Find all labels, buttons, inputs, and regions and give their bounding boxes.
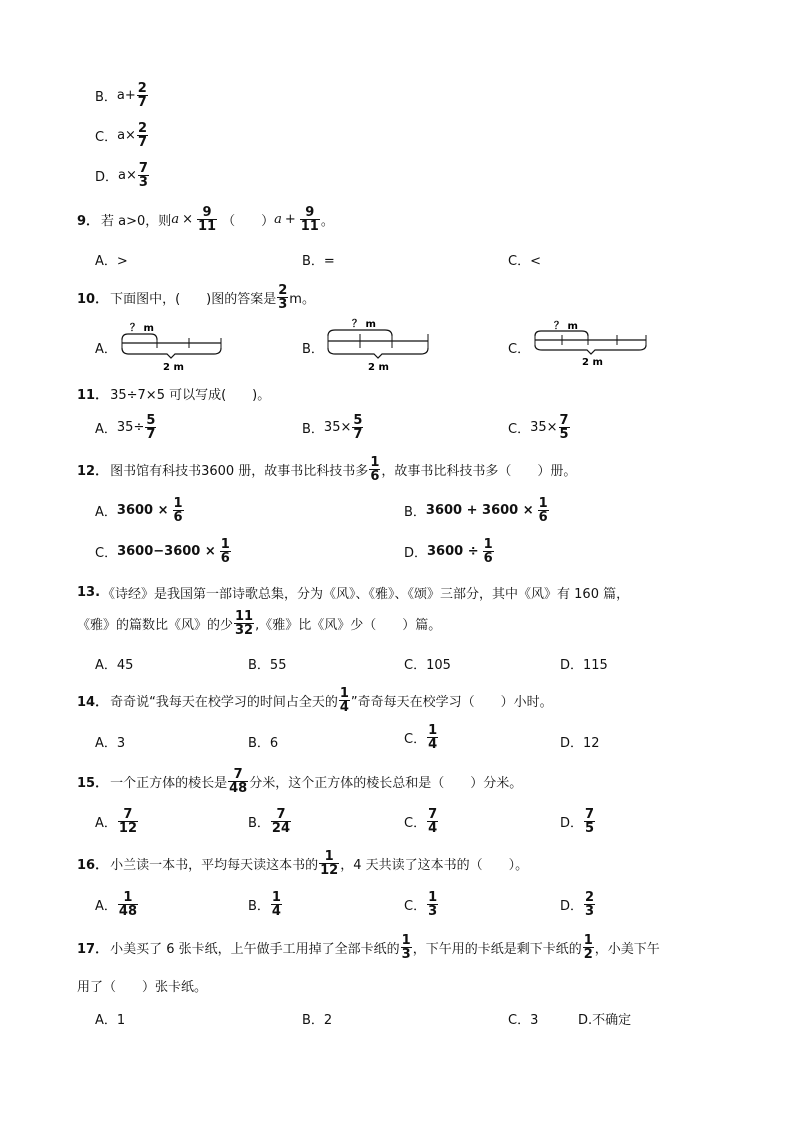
q17-option-b[interactable]: B．2 bbox=[302, 1013, 333, 1028]
fraction: $\frac{1}{6}$ bbox=[220, 537, 230, 566]
fraction: $\frac{1}{6}$ bbox=[173, 496, 183, 525]
q11-option-c[interactable]: C． 35× $\frac{7}{5}$ bbox=[508, 413, 569, 442]
fraction: $\frac{7}{5}$ bbox=[585, 807, 595, 836]
q14-option-c[interactable]: C． $\frac{1}{4}$ bbox=[404, 723, 438, 752]
fraction: $\frac{1}{4}$ bbox=[271, 890, 281, 919]
fraction: $\frac{9}{11}$ bbox=[300, 205, 319, 234]
q9-option-b[interactable]: B．= bbox=[302, 254, 335, 269]
fraction: $\frac{2}{7}$ bbox=[137, 121, 147, 150]
fraction: $\frac{7}{48}$ bbox=[229, 767, 248, 796]
q14-option-d[interactable]: D．12 bbox=[560, 736, 600, 751]
fraction: $\frac{11}{32}$ bbox=[235, 609, 254, 638]
total-length-label: 2 m bbox=[368, 362, 389, 373]
fraction: $\frac{7}{3}$ bbox=[138, 161, 148, 190]
question-11: 11． 35÷7×5 可以写成( )。 bbox=[77, 388, 271, 403]
q8-option-c[interactable]: C． a× $\frac{2}{7}$ bbox=[95, 121, 147, 150]
q9-option-c[interactable]: C．< bbox=[508, 254, 541, 269]
q10-option-c[interactable]: C． bbox=[508, 342, 531, 357]
q12-option-b[interactable]: B． 3600 + 3600 × $\frac{1}{6}$ bbox=[404, 496, 548, 525]
q14-option-b[interactable]: B．6 bbox=[248, 736, 279, 751]
q12-option-c[interactable]: C． 3600−3600 × $\frac{1}{6}$ bbox=[95, 537, 230, 566]
q16-option-a[interactable]: A． $\frac{1}{48}$ bbox=[95, 890, 137, 919]
q15-option-b[interactable]: B． $\frac{7}{24}$ bbox=[248, 807, 291, 836]
fraction: $\frac{1}{6}$ bbox=[483, 537, 493, 566]
fraction: $\frac{7}{5}$ bbox=[559, 413, 569, 442]
fraction: $\frac{1}{2}$ bbox=[583, 933, 593, 962]
fraction: $\frac{1}{12}$ bbox=[320, 849, 339, 878]
fraction: $\frac{1}{3}$ bbox=[428, 890, 438, 919]
q16-option-b[interactable]: B． $\frac{1}{4}$ bbox=[248, 890, 281, 919]
q12-option-d[interactable]: D． 3600 ÷ $\frac{1}{6}$ bbox=[404, 537, 493, 566]
fraction: $\frac{1}{4}$ bbox=[339, 686, 349, 715]
q9-option-a[interactable]: A．> bbox=[95, 254, 128, 269]
total-length-label: 2 m bbox=[582, 357, 603, 368]
question-13-line-1: 13. 《诗经》是我国第一部诗歌总集，分为《风》、《雅》、《颂》三部分，其中《风》有 160 篇， bbox=[77, 585, 630, 602]
question-9: 9． 若 a>0，则 a × $\frac{9}{11}$ （ ） a + $\frac{9}{11}$ 。 bbox=[77, 205, 334, 234]
unknown-length-label: ？ m bbox=[554, 321, 578, 332]
fraction: $\frac{5}{7}$ bbox=[353, 413, 363, 442]
question-15: 15． 一个正方体的棱长是 $\frac{7}{48}$ 分米，这个正方体的棱长总和是（ ）分米。 bbox=[77, 767, 523, 796]
fraction: $\frac{2}{3}$ bbox=[585, 890, 595, 919]
q13-option-a[interactable]: A．45 bbox=[95, 658, 134, 673]
q15-option-a[interactable]: A． $\frac{7}{12}$ bbox=[95, 807, 137, 836]
fraction: $\frac{1}{4}$ bbox=[428, 723, 438, 752]
q13-option-c[interactable]: C．105 bbox=[404, 658, 451, 673]
fraction: $\frac{7}{12}$ bbox=[118, 807, 137, 836]
fraction: $\frac{5}{7}$ bbox=[146, 413, 156, 442]
segment-diagram-b bbox=[320, 315, 435, 373]
segment-diagram-a bbox=[115, 318, 230, 370]
question-16: 16． 小兰读一本书，平均每天读这本书的 $\frac{1}{12}$ ，4 天共读了这本书的（ ）。 bbox=[77, 849, 529, 878]
question-12: 12． 图书馆有科技书3600 册，故事书比科技书多 $\frac{1}{6}$ ，故事书比科技书多（ ）册。 bbox=[77, 455, 577, 484]
fraction: $\frac{2}{3}$ bbox=[278, 283, 288, 312]
question-10: 10． 下面图中，( )图的答案是 $\frac{2}{3}$ m。 bbox=[77, 283, 315, 312]
q17-option-c[interactable]: C．3 bbox=[508, 1013, 539, 1028]
unknown-length-label: ？ m bbox=[352, 319, 376, 330]
question-13-line-2: 《雅》的篇数比《风》的少 $\frac{11}{32}$ ,《雅》比《风》少（ ）篇。 bbox=[77, 609, 442, 638]
fraction: $\frac{9}{11}$ bbox=[197, 205, 217, 234]
q16-option-d[interactable]: D． $\frac{2}{3}$ bbox=[560, 890, 595, 919]
q12-option-a[interactable]: A． 3600 × $\frac{1}{6}$ bbox=[95, 496, 183, 525]
q11-option-a[interactable]: A． 35÷ $\frac{5}{7}$ bbox=[95, 413, 156, 442]
segment-diagram-c bbox=[530, 318, 650, 368]
question-17-line-2: 用了（ ）张卡纸。 bbox=[77, 980, 208, 995]
q8-option-d[interactable]: D． a× $\frac{7}{3}$ bbox=[95, 161, 148, 190]
q15-option-d[interactable]: D． $\frac{7}{5}$ bbox=[560, 807, 595, 836]
fraction: $\frac{1}{3}$ bbox=[401, 933, 411, 962]
q11-option-b[interactable]: B． 35× $\frac{5}{7}$ bbox=[302, 413, 363, 442]
fraction: $\frac{2}{7}$ bbox=[137, 81, 147, 110]
q13-option-b[interactable]: B．55 bbox=[248, 658, 287, 673]
question-17-line-1: 17． 小美买了 6 张卡纸，上午做手工用掉了全部卡纸的 $\frac{1}{3}$ ，下午用的卡纸是剩下卡纸的 $\frac{1}{2}$ ，小美下午 bbox=[77, 933, 660, 962]
total-length-label: 2 m bbox=[163, 362, 184, 370]
fraction: $\frac{1}{6}$ bbox=[370, 455, 380, 484]
q10-option-a[interactable]: A． bbox=[95, 342, 117, 357]
q17-option-a[interactable]: A．1 bbox=[95, 1013, 126, 1028]
fraction: $\frac{1}{6}$ bbox=[538, 496, 548, 525]
q14-option-a[interactable]: A．3 bbox=[95, 736, 126, 751]
q17-option-d[interactable]: D.不确定 bbox=[578, 1013, 632, 1028]
fraction: $\frac{7}{4}$ bbox=[428, 807, 438, 836]
question-14: 14． 奇奇说“我每天在校学习的时间占全天的 $\frac{1}{4}$ ”奇奇每天在校学习（ ）小时。 bbox=[77, 686, 553, 715]
q15-option-c[interactable]: C． $\frac{7}{4}$ bbox=[404, 807, 438, 836]
q13-option-d[interactable]: D．115 bbox=[560, 658, 608, 673]
q16-option-c[interactable]: C． $\frac{1}{3}$ bbox=[404, 890, 438, 919]
q8-option-b[interactable]: B． a+ $\frac{2}{7}$ bbox=[95, 81, 147, 110]
q10-option-b[interactable]: B． bbox=[302, 342, 324, 357]
fraction: $\frac{7}{24}$ bbox=[271, 807, 291, 836]
fraction: $\frac{1}{48}$ bbox=[118, 890, 137, 919]
unknown-length-label: ？ m bbox=[130, 323, 154, 334]
